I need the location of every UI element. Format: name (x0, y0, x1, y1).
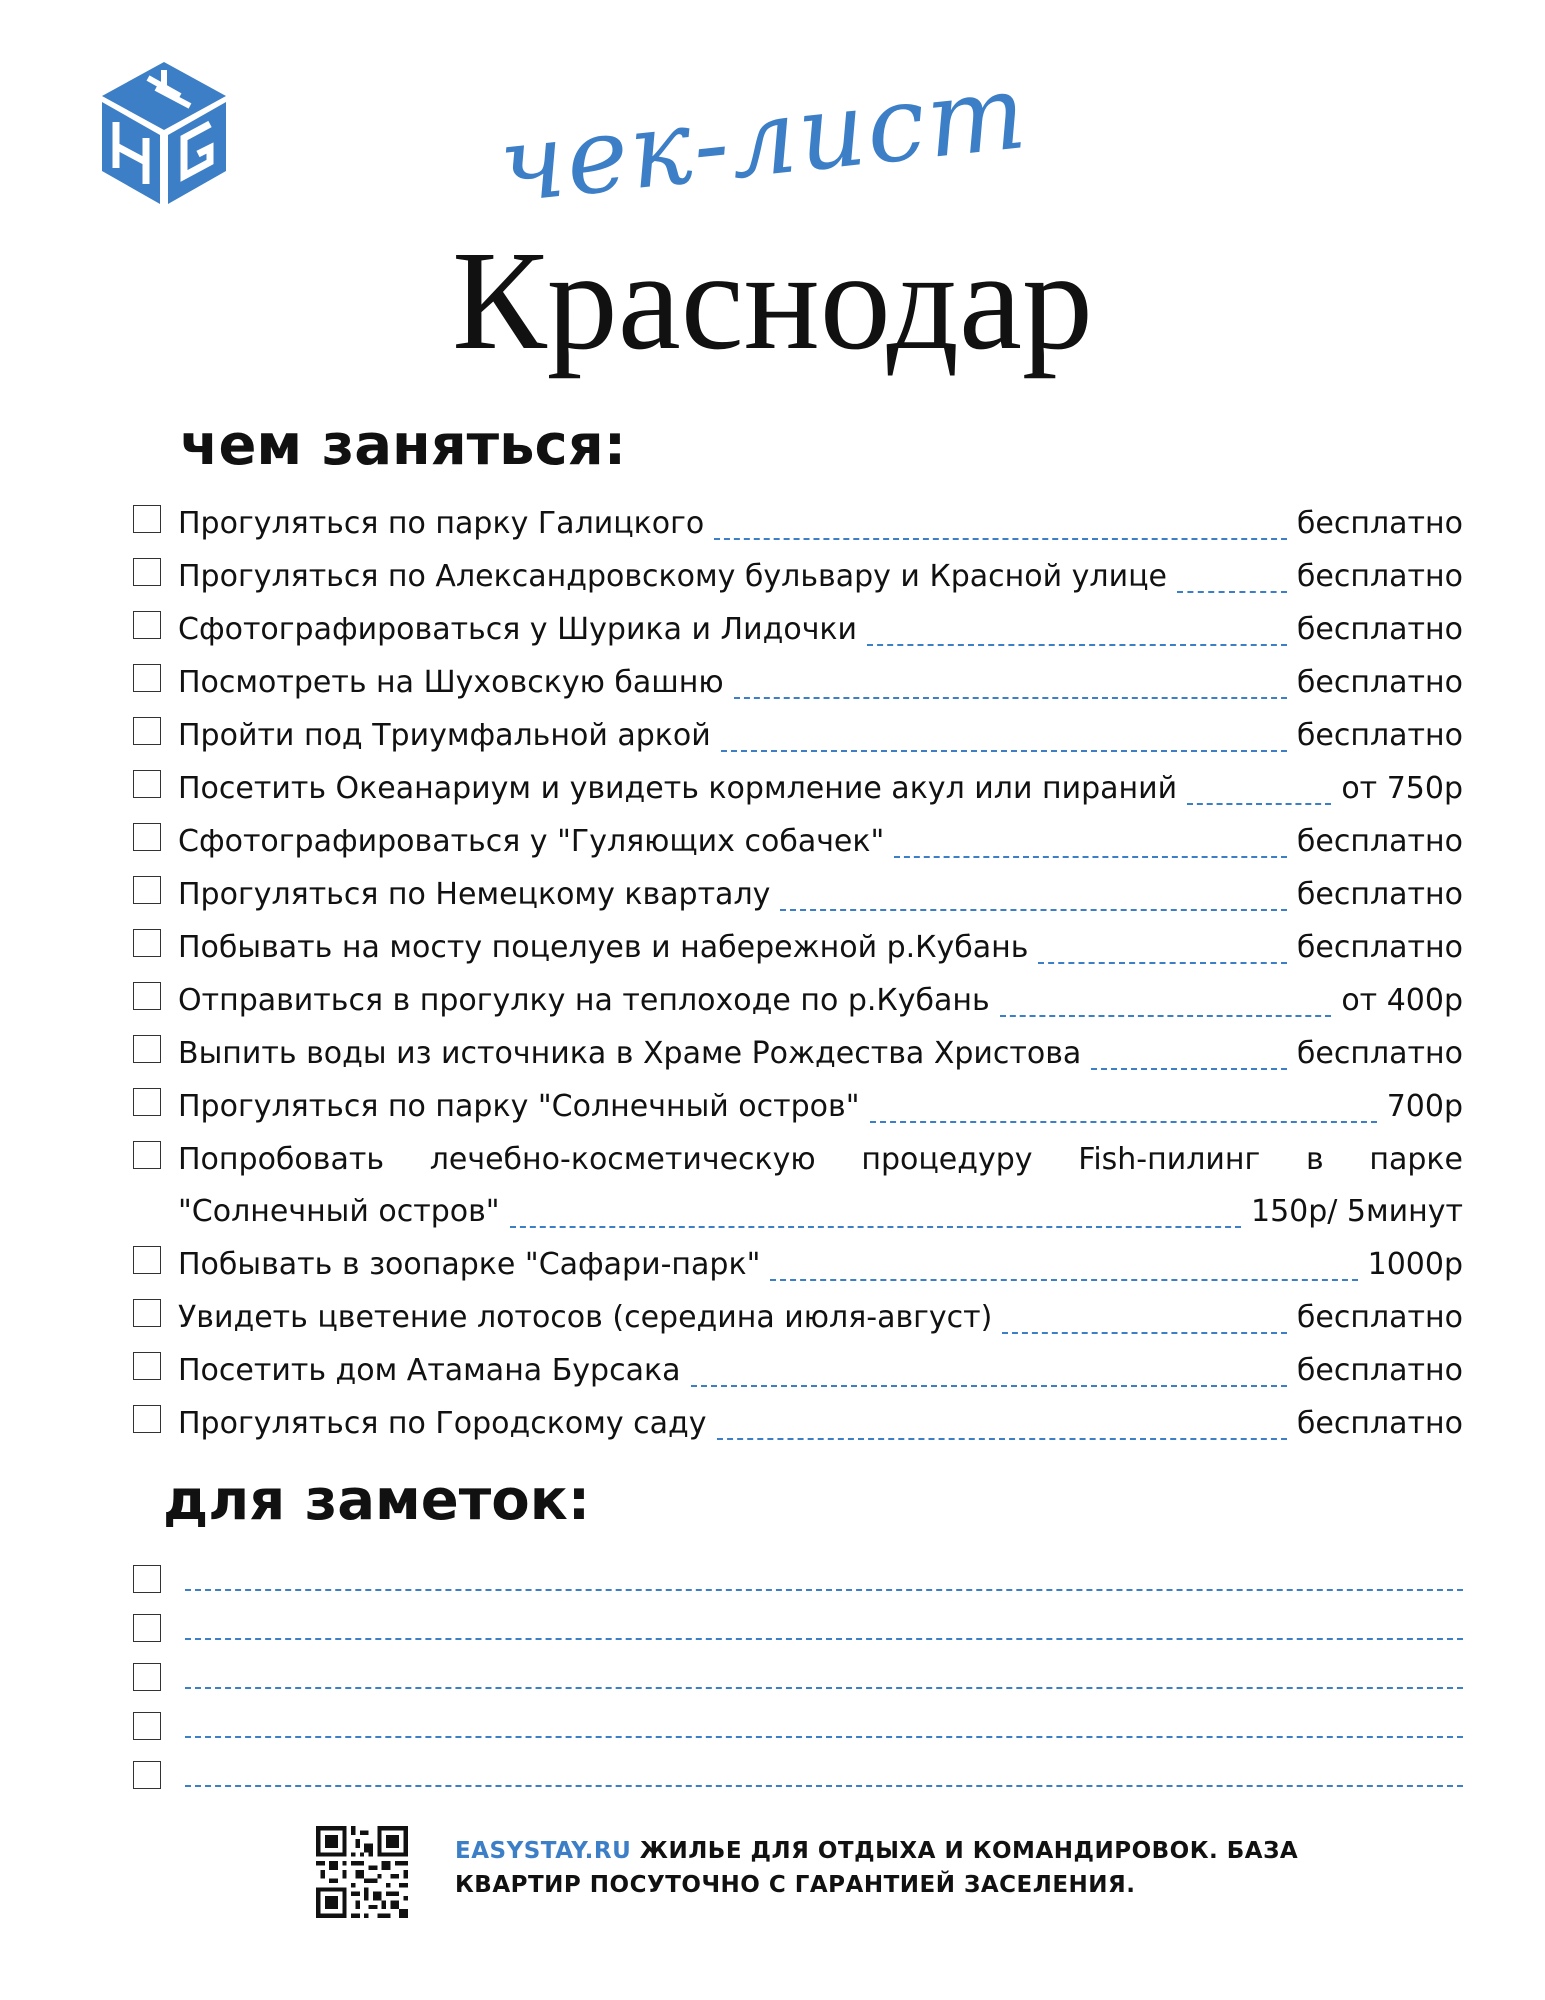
item-label: Увидеть цветение лотосов (середина июля-август) (178, 1300, 993, 1335)
list-item (133, 1397, 1463, 1450)
list-item (133, 815, 1463, 868)
checkbox[interactable] (133, 1614, 161, 1642)
dotted-leader (770, 1277, 1357, 1281)
note-line (133, 1612, 1463, 1661)
checkbox[interactable] (133, 1761, 161, 1789)
item-label-line1: Попробовать лечебно-косметическую процедуру Fish-пилинг в парке (178, 1142, 1463, 1177)
checkbox[interactable] (133, 1405, 161, 1433)
item-price: бесплатно (1296, 1406, 1463, 1441)
item-price: 700р (1386, 1089, 1463, 1124)
dotted-leader (1002, 1330, 1287, 1334)
checkbox[interactable] (133, 1246, 161, 1274)
item-price: бесплатно (1296, 877, 1463, 912)
note-write-line[interactable] (185, 1589, 1463, 1591)
note-line (133, 1563, 1463, 1612)
item-label: Прогуляться по парку "Солнечный остров" (178, 1089, 860, 1124)
note-line (133, 1759, 1463, 1808)
list-item (133, 974, 1463, 1027)
list-item (133, 1291, 1463, 1344)
item-price: бесплатно (1296, 930, 1463, 965)
checkbox[interactable] (133, 1088, 161, 1116)
item-label: Отправиться в прогулку на теплоходе по р.Кубань (178, 983, 990, 1018)
list-item (133, 550, 1463, 603)
list-item (133, 1133, 1463, 1238)
list-item (133, 868, 1463, 921)
item-price: бесплатно (1296, 718, 1463, 753)
note-write-line[interactable] (185, 1638, 1463, 1640)
dotted-leader (721, 748, 1287, 752)
item-label: Сфотографироваться у Шурика и Лидочки (178, 612, 858, 647)
checkbox[interactable] (133, 505, 161, 533)
note-line (133, 1710, 1463, 1759)
dotted-leader (867, 642, 1287, 646)
note-write-line[interactable] (185, 1785, 1463, 1787)
checkbox[interactable] (133, 770, 161, 798)
footer-text (455, 1834, 1375, 1902)
dotted-leader (714, 536, 1287, 540)
item-label: Посетить дом Атамана Бурсака (178, 1353, 681, 1388)
dotted-leader (1038, 960, 1287, 964)
list-item (133, 1344, 1463, 1397)
item-label: Прогуляться по Александровскому бульвару и Красной улице (178, 559, 1167, 594)
note-write-line[interactable] (185, 1736, 1463, 1738)
dotted-leader (1091, 1066, 1287, 1070)
item-label: Прогуляться по Городскому саду (178, 1406, 707, 1441)
list-item (133, 762, 1463, 815)
item-label: Побывать в зоопарке "Сафари-парк" (178, 1247, 761, 1282)
footer-description: ЖИЛЬЕ ДЛЯ ОТДЫХА И КОМАНДИРОВОК. БАЗА КВАРТИР ПОСУТОЧНО С ГАРАНТИЕЙ ЗАСЕЛЕНИЯ. (455, 1838, 1299, 1898)
checkbox[interactable] (133, 664, 161, 692)
item-price: бесплатно (1296, 665, 1463, 700)
dotted-leader (870, 1119, 1377, 1123)
checkbox[interactable] (133, 929, 161, 957)
checkbox[interactable] (133, 717, 161, 745)
item-label: Посетить Океанариум и увидеть кормление акул или пираний (178, 771, 1178, 806)
city-title: Краснодар (452, 221, 1093, 379)
checkbox[interactable] (133, 1035, 161, 1063)
notes-list (133, 1563, 1463, 1808)
brand-link[interactable]: EASYSTAY.RU (455, 1838, 632, 1864)
note-write-line[interactable] (185, 1687, 1463, 1689)
item-label: Прогуляться по Немецкому кварталу (178, 877, 771, 912)
qr-code-icon[interactable] (316, 1826, 408, 1918)
dotted-leader (691, 1383, 1287, 1387)
item-label: Посмотреть на Шуховскую башню (178, 665, 724, 700)
item-label: Сфотографироваться у "Гуляющих собачек" (178, 824, 885, 859)
script-title: чек-лист (493, 49, 1034, 227)
list-item (133, 921, 1463, 974)
item-price: от 400р (1341, 983, 1463, 1018)
checkbox[interactable] (133, 876, 161, 904)
dotted-leader (780, 907, 1287, 911)
checkbox[interactable] (133, 1663, 161, 1691)
todo-section-title: чем заняться: (180, 413, 627, 478)
note-line (133, 1661, 1463, 1710)
checkbox[interactable] (133, 1299, 161, 1327)
list-item (133, 656, 1463, 709)
item-label: Пройти под Триумфальной аркой (178, 718, 711, 753)
dotted-leader (1177, 589, 1287, 593)
dotted-leader (894, 854, 1287, 858)
item-price: бесплатно (1296, 1300, 1463, 1335)
dotted-leader (717, 1436, 1287, 1440)
checkbox[interactable] (133, 1352, 161, 1380)
dotted-leader (510, 1224, 1241, 1228)
dotted-leader (734, 695, 1287, 699)
item-price: бесплатно (1296, 612, 1463, 647)
item-label: Прогуляться по парку Галицкого (178, 506, 705, 541)
item-price: бесплатно (1296, 824, 1463, 859)
item-price: бесплатно (1296, 559, 1463, 594)
item-price: бесплатно (1296, 506, 1463, 541)
notes-section-title: для заметок: (163, 1468, 591, 1533)
checkbox[interactable] (133, 611, 161, 639)
list-item (133, 709, 1463, 762)
item-price: 1000р (1367, 1247, 1463, 1282)
item-price: 150р/ 5минут (1250, 1194, 1463, 1229)
checkbox[interactable] (133, 558, 161, 586)
checkbox[interactable] (133, 1141, 161, 1169)
list-item (133, 497, 1463, 550)
dotted-leader (1000, 1013, 1332, 1017)
list-item (133, 603, 1463, 656)
list-item (133, 1027, 1463, 1080)
checkbox[interactable] (133, 1712, 161, 1740)
cube-logo-icon (98, 58, 230, 208)
item-label: Побывать на мосту поцелуев и набережной р.Кубань (178, 930, 1029, 965)
item-label: Выпить воды из источника в Храме Рождества Христова (178, 1036, 1082, 1071)
list-item (133, 1238, 1463, 1291)
checkbox[interactable] (133, 982, 161, 1010)
todo-checklist (133, 497, 1463, 1450)
checkbox[interactable] (133, 823, 161, 851)
item-price: бесплатно (1296, 1036, 1463, 1071)
checkbox[interactable] (133, 1565, 161, 1593)
dotted-leader (1187, 801, 1331, 805)
item-label-line2: "Солнечный остров" (178, 1194, 500, 1229)
item-price: от 750р (1341, 771, 1463, 806)
list-item (133, 1080, 1463, 1133)
item-price: бесплатно (1296, 1353, 1463, 1388)
